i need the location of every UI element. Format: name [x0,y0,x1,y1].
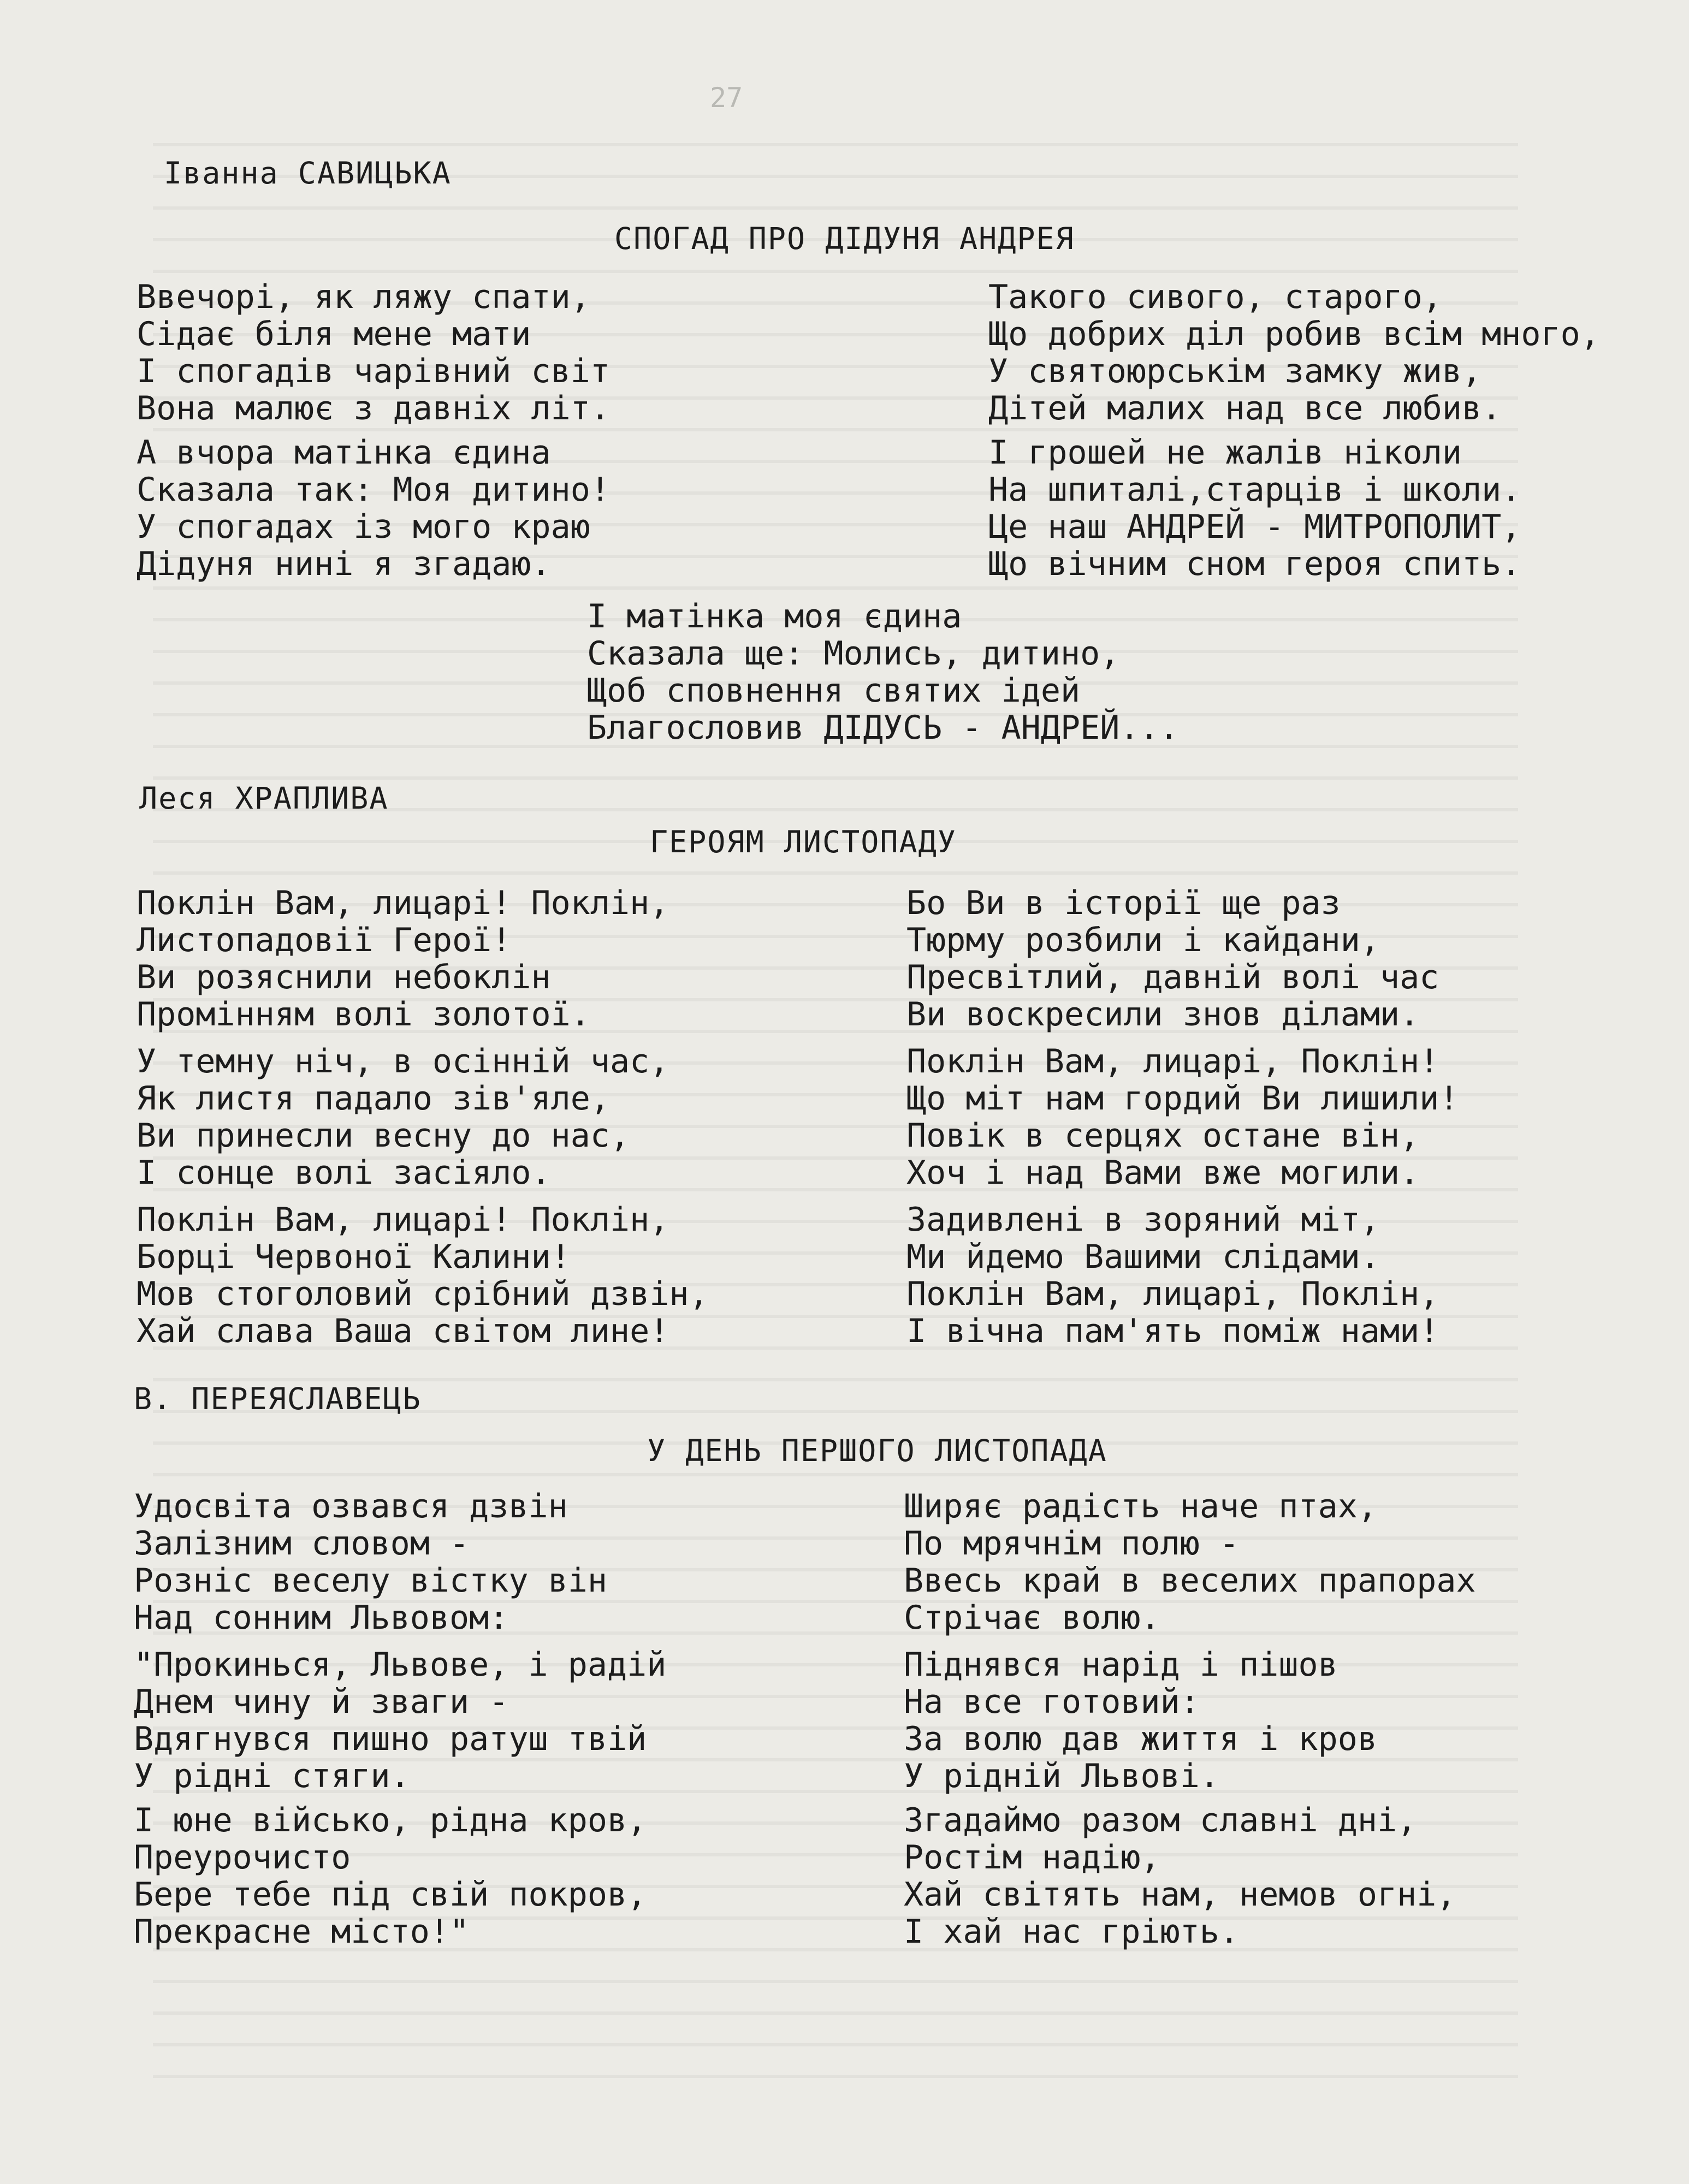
stanza [906,1201,1439,1350]
verse-line: Ширяє радість наче птах, [904,1487,1377,1526]
verse-line: Пресвітлий, давній волі час [906,958,1439,996]
poem-author: Леся ХРАПЛИВА [139,781,389,816]
verse-line: Що міт нам гордий Ви лишили! [906,1079,1459,1118]
verse-line: Тюрму розбили і кайдани, [906,921,1380,959]
verse-line: Розніс веселу вістку він [134,1562,607,1600]
stanza [904,1646,1377,1795]
stanza [134,1488,607,1636]
stanza [137,1043,669,1191]
stanza [906,1043,1459,1191]
verse-line: Мов стоголовий срібний дзвін, [137,1275,709,1313]
verse-line: І матінка моя єдина [587,597,962,636]
stanza [134,1802,647,1950]
page-number: 27 [710,82,743,114]
verse-line: У спогадах із мого краю [137,508,590,546]
verse-line: Що вічним сном героя спить. [988,545,1521,583]
verse-line: За волю дав життя і кров [904,1720,1377,1758]
stanza [906,885,1439,1033]
stanza [137,434,610,583]
verse-line: Прекрасне місто!" [134,1913,470,1951]
verse-line: Дідуня нині я згадаю. [137,545,551,583]
verse-line: Ви принесли весну до нас, [137,1117,630,1155]
verse-line: Повік в серцях остане він, [906,1117,1420,1155]
verse-line: Вдягнувся пишно ратуш твій [134,1720,647,1758]
verse-line: І сонце волі засіяло. [137,1154,551,1192]
stanza [587,598,1179,746]
verse-line: Що добрих діл робив всім много, [988,315,1600,353]
stanza [988,434,1521,583]
stanza [137,1201,709,1350]
verse-line: Ми йдемо Вашими слідами. [906,1238,1380,1276]
verse-line: Ввечорі, як ляжу спати, [137,278,590,316]
verse-line: І вічна пам'ять поміж нами! [906,1312,1439,1350]
poem-author: Іванна САВИЦЬКА [164,156,452,191]
verse-line: Промінням волі золотої. [137,995,590,1034]
verse-line: Дітей малих над все любив. [988,389,1502,428]
verse-line: Сідає біля мене мати [137,315,531,353]
stanza [904,1802,1456,1950]
verse-line: У рідній Львові. [904,1757,1219,1795]
stanza [904,1488,1476,1636]
verse-line: Над сонним Львовом: [134,1599,509,1637]
poem-title: СПОГАД ПРО ДІДУНЯ АНДРЕЯ [614,221,1075,256]
verse-line: Такого сивого, старого, [988,278,1442,316]
verse-line: Благословив ДІДУСЬ - АНДРЕЙ... [587,709,1179,747]
verse-line: На шпиталі,старців і школи. [988,471,1521,509]
verse-line: Бо Ви в історії ще раз [906,884,1341,922]
verse-line: І юне військо, рідна кров, [134,1801,647,1839]
poem-title: У ДЕНЬ ПЕРШОГО ЛИСТОПАДА [647,1433,1107,1468]
verse-line: Ввесь край в веселих прапорах [904,1562,1476,1600]
verse-line: Сказала так: Моя дитино! [137,471,610,509]
verse-line: І спогадів чарівний світ [137,352,610,390]
verse-line: І хай нас гріють. [904,1913,1240,1951]
verse-line: Згадаймо разом славні дні, [904,1801,1417,1839]
verse-line: Днем чину й зваги - [134,1683,509,1721]
verse-line: Поклін Вам, лицарі! Поклін, [137,884,669,922]
verse-line: Бере тебе під свій покров, [134,1876,647,1914]
verse-line: По мрячнім полю - [904,1524,1240,1563]
verse-line: У рідні стяги. [134,1757,410,1795]
verse-line: У святоюрськім замку жив, [988,352,1482,390]
verse-line: Щоб сповнення святих ідей [587,672,1081,710]
stanza [137,278,610,427]
verse-line: "Прокинься, Львове, і радій [134,1646,667,1684]
verse-line: Сказала ще: Молись, дитино, [587,634,1120,673]
verse-line: Хай слава Ваша світом лине! [137,1312,669,1350]
verse-line: Вона малює з давніх літ. [137,389,610,428]
verse-line: Хоч і над Вами вже могили. [906,1154,1420,1192]
verse-line: У темну ніч, в осінній час, [137,1042,669,1081]
verse-line: Листопадовії Герої! [137,921,512,959]
verse-line: Борці Червоної Калини! [137,1238,571,1276]
verse-line: Задивлені в зоряний міт, [906,1201,1380,1239]
verse-line: На все готовий: [904,1683,1200,1721]
stanza [137,885,669,1033]
verse-line: Поклін Вам, лицарі, Поклін! [906,1042,1439,1081]
verse-line: І грошей не жалів ніколи [988,434,1462,472]
verse-line: Стрічає волю. [904,1599,1160,1637]
verse-line: Це наш АНДРЕЙ - МИТРОПОЛИТ, [988,508,1521,546]
stanza [134,1646,666,1795]
verse-line: Преурочисто [134,1838,351,1877]
verse-line: Удосвіта озвався дзвін [134,1487,568,1526]
verse-line: Поклін Вам, лицарі, Поклін, [906,1275,1439,1313]
verse-line: Як листя падало зів'яле, [137,1079,610,1118]
poem-title: ГЕРОЯМ ЛИСТОПАДУ [650,824,957,859]
verse-line: Ви воскресили знов ділами. [906,995,1420,1034]
verse-line: Ростім надію, [904,1838,1160,1877]
poem-author: В. ПЕРЕЯСЛАВЕЦЬ [134,1381,422,1416]
verse-line: Ви розяснили небоклін [137,958,551,996]
verse-line: Поклін Вам, лицарі! Поклін, [137,1201,669,1239]
verse-line: Піднявся нарід і пішов [904,1646,1338,1684]
verse-line: Хай світять нам, немов огні, [904,1876,1456,1914]
stanza [988,278,1600,427]
verse-line: Залізним словом - [134,1524,470,1563]
verse-line: А вчора матінка єдина [137,434,551,472]
